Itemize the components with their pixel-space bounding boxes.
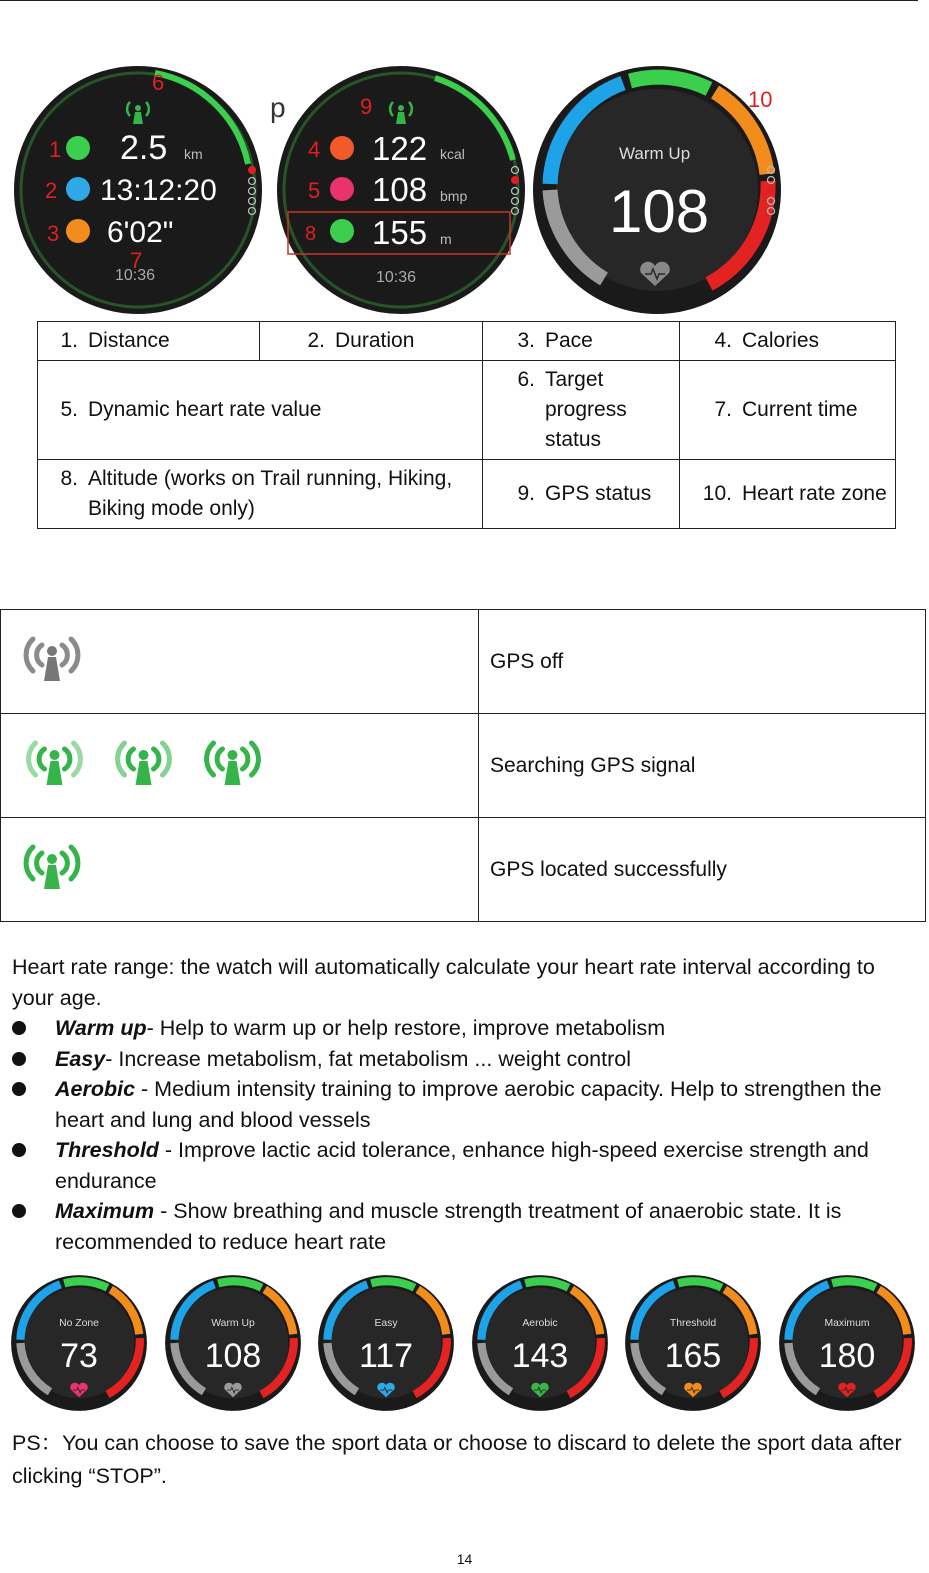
distance-icon: [66, 136, 90, 160]
zone-label: Warm Up: [619, 144, 691, 163]
zone-watch-face: [778, 1274, 916, 1412]
zone-desc: - Show breathing and muscle strength treatment of anaerobic state. It is recommended to reduce heart rate: [55, 1199, 842, 1254]
zone-desc: - Medium intensity training to improve aerobic capacity. Help to strengthen the heart and lung and blood vessels: [55, 1077, 882, 1132]
gps-icon-cell: [1, 818, 479, 922]
calories-icon: [330, 136, 354, 160]
zone-watch-label: Aerobic: [521, 1318, 558, 1330]
bullet-icon: [12, 1021, 26, 1035]
legend-row: [38, 460, 896, 529]
marker-3: 3: [47, 221, 60, 246]
legend-table: [37, 321, 896, 529]
zone-item: [12, 1074, 915, 1135]
marker-9: 9: [360, 94, 373, 119]
pace-value: 6'02": [107, 216, 174, 249]
legend-label: GPS status: [545, 482, 652, 505]
gps-located-icon: [17, 839, 87, 895]
gps-searching-icon: [195, 735, 270, 791]
legend-label: Altitude (works on Trail running, Hiking, Biking mode only): [88, 467, 453, 520]
stray-character: p: [270, 92, 286, 123]
zone-item: [12, 1196, 915, 1257]
zone-name: Warm up: [55, 1016, 147, 1040]
zone-watch-face: [164, 1274, 302, 1412]
legend-number: 7.: [714, 398, 732, 421]
zone-watch-label: Easy: [374, 1318, 398, 1330]
zone-watch-value: 73: [60, 1337, 98, 1376]
legend-number: 10.: [702, 482, 732, 505]
marker-6: 6: [152, 70, 165, 95]
gps-status-table: [0, 609, 926, 922]
legend-label: Calories: [742, 329, 820, 352]
zone-watch-face: [471, 1274, 609, 1412]
distance-unit: km: [184, 146, 203, 162]
zone-watch-face: [624, 1274, 762, 1412]
hr-intro: Heart rate range: the watch will automatically calculate your heart rate interval according to your age.: [12, 955, 875, 1010]
gps-icon-cell: [1, 610, 479, 714]
gps-row: [1, 714, 926, 818]
marker-4: 4: [308, 137, 321, 162]
zone-watch-label: Maximum: [823, 1318, 870, 1330]
legend-cell: [680, 322, 896, 361]
legend-number: 4.: [714, 329, 732, 352]
legend-number: 3.: [517, 329, 535, 352]
duration-value: 13:12:20: [100, 174, 217, 207]
legend-number: 6.: [517, 368, 535, 391]
gps-searching-icon: [17, 735, 92, 791]
altitude-unit: m: [440, 231, 452, 247]
legend-cell: [483, 361, 680, 460]
legend-label: Pace: [545, 329, 593, 352]
legend-cell: [680, 361, 896, 460]
marker-5: 5: [308, 178, 321, 203]
legend-label: Target progress status: [545, 368, 627, 451]
legend-cell: [483, 460, 680, 529]
zone-watch-value: 143: [511, 1337, 568, 1376]
zone-watch-value: 165: [664, 1337, 722, 1376]
gps-desc: Searching GPS signal: [490, 753, 696, 777]
gps-off-icon: [17, 631, 87, 687]
zone-item: [12, 1135, 915, 1196]
zone-watch-face: [317, 1274, 455, 1412]
gps-desc-cell: [479, 818, 926, 922]
gps-desc-cell: [479, 610, 926, 714]
page-number: 14: [456, 1551, 473, 1567]
legend-cell: [260, 322, 483, 361]
gps-desc: GPS located successfully: [490, 857, 727, 881]
marker-1: 1: [49, 137, 62, 162]
legend-cell: [680, 460, 896, 529]
gps-row: [1, 818, 926, 922]
legend-label: Duration: [335, 329, 415, 352]
altitude-icon: [330, 219, 354, 243]
legend-number: 1.: [60, 329, 78, 352]
current-time: 10:36: [115, 267, 156, 284]
legend-cell: [38, 361, 483, 460]
marker-10: 10: [748, 87, 773, 112]
ps-note: PS：You can choose to save the sport data or choose to discard to delete the sport data after clicking “STOP”.: [12, 1431, 902, 1488]
gps-desc-cell: [479, 714, 926, 818]
zone-list: [12, 1013, 915, 1257]
legend-label: Dynamic heart rate value: [88, 398, 322, 421]
current-time: 10:36: [376, 269, 417, 286]
legend-cell: [38, 322, 260, 361]
marker-8: 8: [305, 223, 317, 245]
zone-name: Maximum: [55, 1199, 155, 1223]
watch-face-metrics-1: [12, 64, 264, 316]
watch-face-metrics-2: [275, 64, 527, 316]
legend-cell: [483, 322, 680, 361]
legend-number: 8.: [60, 467, 78, 490]
marker-2: 2: [45, 178, 58, 203]
gps-desc: GPS off: [490, 649, 564, 673]
legend-number: 9.: [517, 482, 535, 505]
zone-item: [12, 1044, 915, 1075]
zone-name: Aerobic: [55, 1077, 136, 1101]
calories-unit: kcal: [440, 146, 465, 162]
gps-searching-icon: [106, 735, 181, 791]
zone-watch-value: 180: [818, 1337, 875, 1376]
pace-icon: [66, 219, 90, 243]
bullet-icon: [12, 1143, 26, 1157]
legend-row: [38, 322, 896, 361]
gps-icon-cell: [1, 714, 479, 818]
heart-rate-unit: bmp: [440, 188, 468, 204]
watch-face-heart-zone: [531, 64, 783, 316]
zone-name: Easy: [55, 1046, 106, 1071]
zone-item: [12, 1013, 915, 1044]
zone-watch-label: No Zone: [59, 1318, 99, 1330]
zone-desc: - Increase metabolism, fat metabolism ... weight control: [105, 1046, 631, 1071]
heart-rate-section: [12, 952, 915, 1257]
zone-watch-face: [10, 1274, 148, 1412]
distance-value: 2.5: [120, 129, 168, 167]
gps-row: [1, 610, 926, 714]
zone-watch-row: [10, 1274, 920, 1414]
legend-label: Heart rate zone: [742, 482, 887, 505]
heart-rate-icon: [330, 177, 354, 201]
bullet-icon: [12, 1204, 26, 1218]
bullet-icon: [12, 1052, 26, 1066]
legend-number: 5.: [60, 398, 78, 421]
legend-cell: [38, 460, 483, 529]
legend-label: Distance: [88, 329, 170, 352]
duration-icon: [66, 177, 90, 201]
zone-desc: - Improve lactic acid tolerance, enhance high-speed exercise strength and endurance: [55, 1138, 869, 1193]
calories-value: 122: [372, 130, 428, 167]
altitude-value: 155: [372, 214, 428, 251]
zone-watch-value: 108: [204, 1337, 261, 1376]
zone-watch-label: Warm Up: [210, 1318, 255, 1330]
zone-watch-value: 117: [358, 1337, 414, 1376]
heart-rate-value: 108: [609, 178, 710, 245]
legend-label: Current time: [742, 398, 858, 421]
top-rule: [0, 0, 918, 1]
zone-name: Threshold: [55, 1138, 159, 1162]
zone-watch-label: Threshold: [669, 1318, 717, 1330]
legend-number: 2.: [307, 329, 325, 352]
legend-row: [38, 361, 896, 460]
zone-desc: - Help to warm up or help restore, improve metabolism: [146, 1016, 666, 1040]
bullet-icon: [12, 1082, 26, 1096]
heart-rate-value: 108: [372, 171, 428, 208]
marker-7: 7: [130, 248, 143, 273]
